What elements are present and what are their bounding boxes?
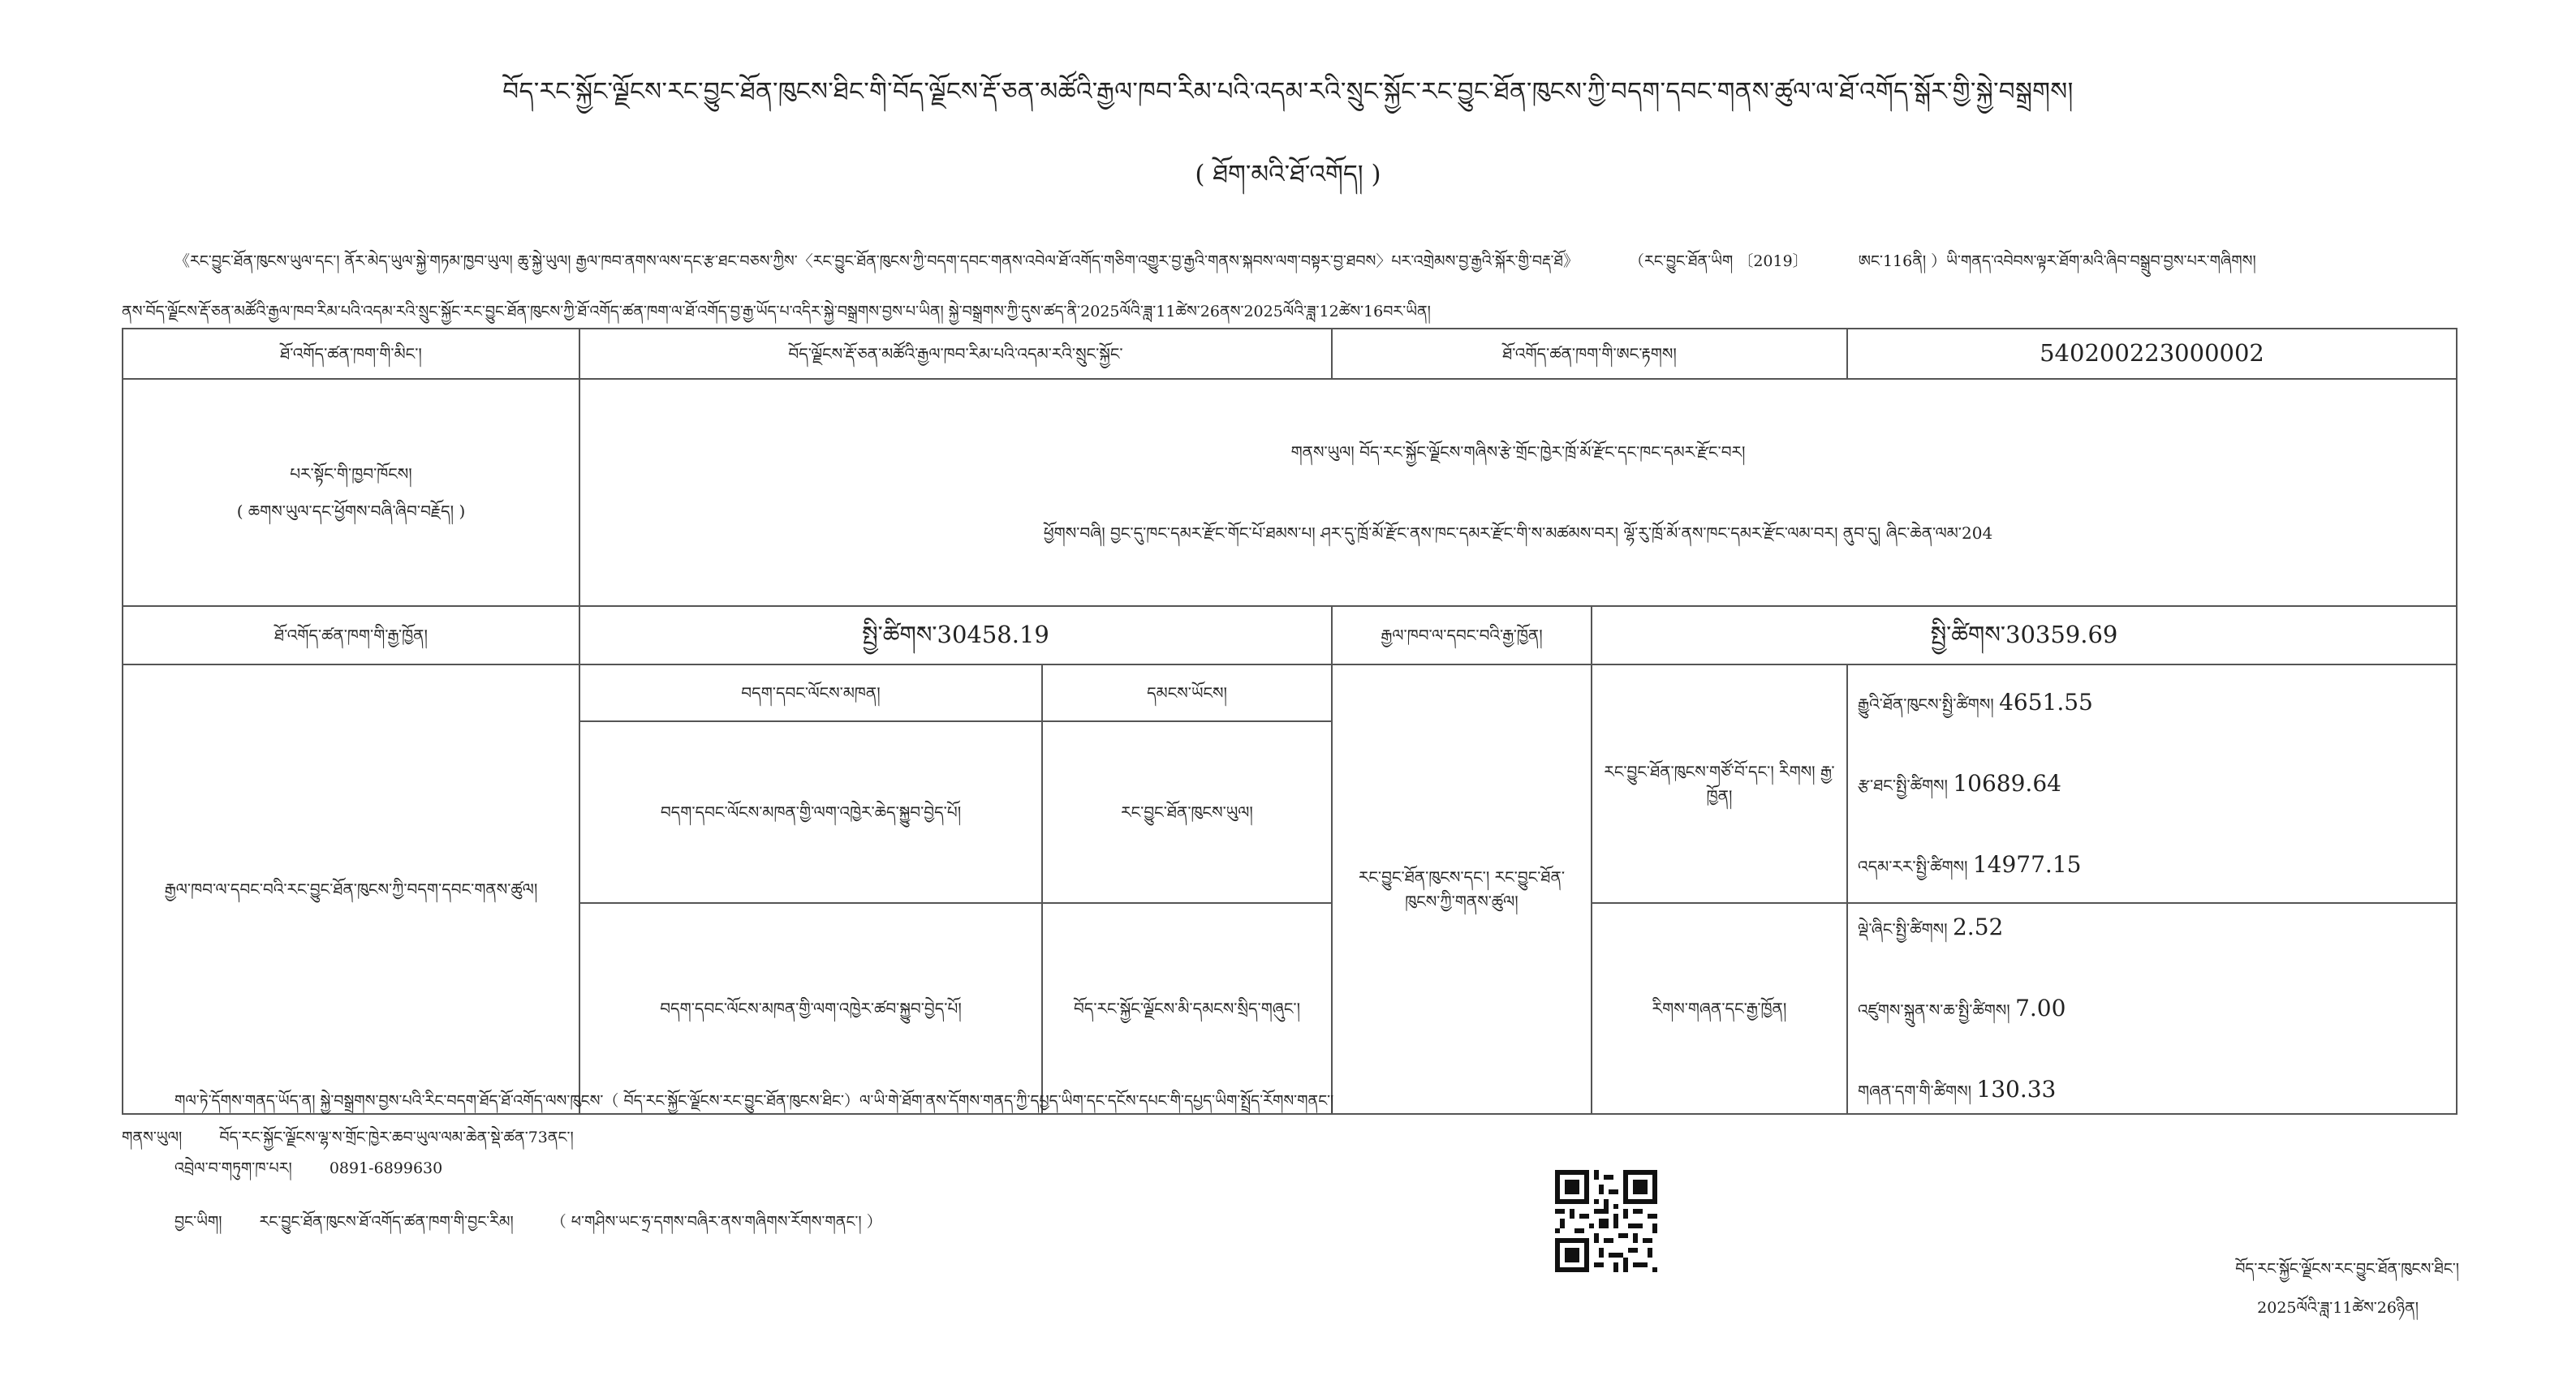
registration-table (122, 328, 2458, 1115)
intro-paragraph-line1 (174, 243, 2256, 287)
unit-name-label: ཐོ་འགོད་ཚན་ཁག་གི་མིང་། (123, 329, 579, 379)
owner-row1: བདག་དབང་ལོངས་མཁན་གྱི་ལག་འཁྱེར་ཆེད་སྐྱུབ་བྱེད་པོ། (579, 721, 1042, 903)
area-value: སྤྱི་ཚིགས་30458.19 (579, 606, 1332, 664)
intro-text: 《རང་བྱུང་ཐོན་ཁུངས་ཡུལ་དང་། ནོར་མེད་ཡུལ་སྐྱེ་གཏམ་ཁྱབ་ཡུལ། ཆུ་སྐྱེ་ཡུལ། རྒྱལ་ཁབ་ནགས་ལས་དང་རྩ་ཐང་བཅས་ཀྱིས་〈རང་བྱུང་ཐོན་ཁུངས་ཀྱི་བདག་དབང་གནས་འབེལ་ཐོ་འགོད་གཅིག་འགྱུར་བྱ་རྒྱའི་གནས་སྐབས་ལག་བསྟར་བྱ་ཐབས〉པར་འགྲེམས་བྱ་རྒྱའི་སྐོར་གྱི་བརྡ་ཐོ》 (174, 252, 1579, 270)
forest-label: ལྡེ་ཞིང་སྤྱི་ཚིགས། (1858, 918, 1948, 939)
boundary-label-cell (123, 379, 579, 606)
table-row (123, 606, 2457, 664)
unused-area (1858, 991, 2446, 1026)
unused-value: 7.00 (2015, 994, 2066, 1021)
forest-area (1858, 910, 2446, 944)
unit-name-value: བོད་ལྗོངས་རྡོ་ཅན་མཚོའི་རྒྱལ་ཁབ་རིམ་པའི་འདམ་རའི་སྲུང་སྐྱོང་ (579, 329, 1332, 379)
address-value: བོད་རང་སྐྱོང་ལྗོངས་ལྷ་ས་གྲོང་ཁྱེར་ཆབ་ཡུལ་ལམ་ཆེན་སྡེ་ཚན་73ནང་། (219, 1129, 574, 1146)
wetland-value: 14977.15 (1972, 850, 2082, 878)
boundary-label: པར་སྟོང་གི་ཁྱབ་ཁོངས། (290, 463, 412, 484)
intro-paragraph-line2: ནས་བོད་ལྗོངས་རྡོ་ཅན་མཚོའི་རྒྱལ་ཁབ་རིམ་པའི་འདམ་རའི་སྲུང་སྐྱོང་རང་བྱུང་ཐོན་ཁུངས་ཀྱི་ཐོ་འགོད་ཚན་ཁག་ལ་ཐོ་འགོད་བྱ་རྒྱ་ཡོད་པ་འདིར་སྐྱེ་བསྒྲགས་བྱས་པ་ཡིན། སྐྱེ་བསྒྲགས་ཀྱི་དུས་ཚད་ནི་2025ལོའི་ཟླ་11ཚེས་26ནས་2025ལོའི་ཟླ་12ཚེས་16བར་ཡིན། (122, 303, 1431, 320)
other-type-list (1858, 910, 2446, 1107)
boundary-sub-label: ( ཆགས་ཡུལ་དང་ཕྱོགས་བཞི་ཞིབ་བརྗོད། ) (236, 501, 466, 521)
other-type-label: རིགས་གཞན་དང་རྒྱ་ཁྱོན། (1592, 903, 1847, 1114)
unit-code-value: 540200223000002 (1847, 329, 2457, 379)
water-label: རྩ་ཐང་སྤྱི་ཚིགས། (1858, 775, 1948, 795)
main-type-label: རང་བྱུང་ཐོན་ཁུངས་གཙོ་བོ་དང་། རིགས། རྒྱ་ཁྱོན། (1592, 664, 1847, 903)
forest-value: 2.52 (1952, 913, 2004, 940)
water-value: 10689.64 (1953, 769, 2061, 797)
table-row (123, 329, 2457, 379)
boundary-directions: ཕྱོགས་བཞི། བྱང་དུ་ཁང་དམར་རྫོང་གོང་པོ་ཐམས་པ། ཤར་དུ་ཁྲོ་མོ་རྫོང་ནས་ཁང་དམར་རྫོང་གི་ས་མཚམས་བར། ལྷོ་རུ་ཁྲོ་མོ་ནས་ཁང་དམར་རྫོང་ལམ་བར། ནུབ་དུ། ཞིང་ཆེན་ལམ་204 (1043, 522, 1993, 543)
boundary-value-cell (579, 379, 2457, 606)
phone-line (174, 1150, 442, 1194)
others-area (1858, 1073, 2446, 1107)
resource-label: རང་བྱུང་ཐོན་ཁུངས་དང་། རང་བྱུང་ཐོན་ཁུངས་ཀྱི་གནས་ཚུལ། (1332, 664, 1592, 1114)
state-area-value: སྤྱི་ཚིགས་30359.69 (1592, 606, 2457, 664)
table-row (123, 664, 2457, 721)
other-type-values (1847, 903, 2457, 1114)
owner-row2: བདག་དབང་ལོངས་མཁན་གྱི་ལག་འཁྱེར་ཚབ་སྐྱུབ་བྱེད་པོ། (579, 903, 1042, 1114)
unit-code-label: ཐོ་འགོད་ཚན་ཁག་གི་ཨང་རྟགས། (1332, 329, 1847, 379)
owner-header: བདག་དབང་ལོངས་མཁན། (579, 664, 1042, 721)
main-type-list (1858, 686, 2446, 882)
state-area-label: རྒྱལ་ཁབ་ལ་དབང་བའི་རྒྱ་ཁྱོན། (1332, 606, 1592, 664)
attention-line (174, 1204, 882, 1248)
intro-number: ཨང་116ནི། ）ཡི་གནད་འབེབས་ལྟར་ཐོག་མའི་ཞིབ་བསྒྲུབ་བྱས་པར་གཞིགས། (1858, 252, 2256, 270)
table-row (123, 379, 2457, 606)
qr-code-icon[interactable] (1555, 1170, 1657, 1272)
attention-note: （ ཕ་གཤིས་ཡང་ཧྲ་དགས་བཞིར་ནས་གཞིགས་རོགས་གནང་། ） (550, 1213, 882, 1231)
phone-label: འབྲེལ་བ་གཏུག་ཁ་པར། (174, 1159, 292, 1177)
boundary-location: གནས་ཡུལ། བོད་རང་སྐྱོང་ལྗོངས་གཞིས་རྩེ་གྲོང་ཁྱེར་ཁྲོ་མོ་རྫོང་དང་ཁང་དམར་རྫོང་བར། (1290, 441, 1746, 462)
unused-label: འཛུགས་སྐྲུན་ས་ཆ་སྤྱི་ཚིགས། (1858, 1000, 2010, 1020)
grassland-value: 4651.55 (1999, 688, 2093, 716)
address-label: གནས་ཡུལ། (122, 1129, 183, 1146)
representative-header: དམངས་ཡོངས། (1042, 664, 1332, 721)
attention-value: རང་བྱུང་ཐོན་ཁུངས་ཐོ་འགོད་ཚན་ཁག་གི་བྱང་རིམ། (259, 1213, 514, 1231)
intro-code-label: （རང་བྱུང་ཐོན་ཡིག (1629, 252, 1734, 270)
document-subtitle: ( ཐོག་མའི་ཐོ་འགོད། ) (1195, 160, 1381, 189)
others-label: གཞན་དག་གི་ཚིགས། (1858, 1081, 1972, 1101)
attention-label: བྱང་ཡིག། (174, 1213, 222, 1231)
water-area (1858, 767, 2446, 801)
main-type-values (1847, 664, 2457, 903)
wetland-label: འདམ་རར་སྤྱི་ཚིགས། (1858, 856, 1968, 876)
ownership-label: རྒྱལ་ཁབ་ལ་དབང་བའི་རང་བྱུང་ཐོན་ཁུངས་ཀྱི་བདག་དབང་གནས་ཚུལ། (123, 664, 579, 1114)
objection-note: གལ་ཏེ་དོགས་གནད་ཡོད་ན། སྐྱེ་བསྒྲགས་བྱས་པའི་རིང་བདག་ཐོད་ཐོ་འགོད་ལས་ཁུངས་（ བོད་རང་སྐྱོང་ལྗོངས་རང་བྱུང་ཐོན་ཁུངས་ཐིང་）ལ་ཡི་གེ་ཐོག་ནས་དོགས་གནད་ཀྱི་དཔྱད་ཡིག་དང་དངོས་དཔང་གི་དཔྱད་ཡིག་སྤྲོད་རོགས་གནང་། (174, 1092, 1334, 1110)
others-value: 130.33 (1976, 1075, 2057, 1103)
grassland-label: རྒྱུའི་ཐོན་ཁུངས་སྤྱི་ཚིགས། (1858, 694, 1994, 714)
issuer-name: བོད་རང་སྐྱོང་ལྗོངས་རང་བྱུང་ཐོན་ཁུངས་ཐིང་། (2235, 1260, 2459, 1278)
area-label: ཐོ་འགོད་ཚན་ཁག་གི་རྒྱ་ཁྱོན། (123, 606, 579, 664)
issue-date: 2025ལོའི་ཟླ་11ཚེས་26ཉིན། (2257, 1299, 2419, 1317)
phone-value: 0891-6899630 (329, 1159, 443, 1177)
document-title: བོད་རང་སྐྱོང་ལྗོངས་རང་བྱུང་ཐོན་ཁུངས་ཐིང་གི་བོད་ལྗོངས་རྡོ་ཅན་མཚོའི་རྒྱལ་ཁབ་རིམ་པའི་འདམ་རའི་སྲུང་སྐྱོང་རང་བྱུང་ཐོན་ཁུངས་ཀྱི་བདག་དབང་གནས་ཚུལ་ལ་ཐོ་འགོད་སྒོར་གྱི་སྐྱེ་བསྒྲགས། (502, 77, 2074, 106)
intro-year: 〔2019〕 (1738, 252, 1808, 270)
representative-row1: རང་བྱུང་ཐོན་ཁུངས་ཡུལ། (1042, 721, 1332, 903)
grassland-area (1858, 686, 2446, 720)
wetland-area (1858, 848, 2446, 882)
representative-row2: བོད་རང་སྐྱོང་ལྗོངས་མི་དམངས་སྲིད་གཞུང་། (1042, 903, 1332, 1114)
